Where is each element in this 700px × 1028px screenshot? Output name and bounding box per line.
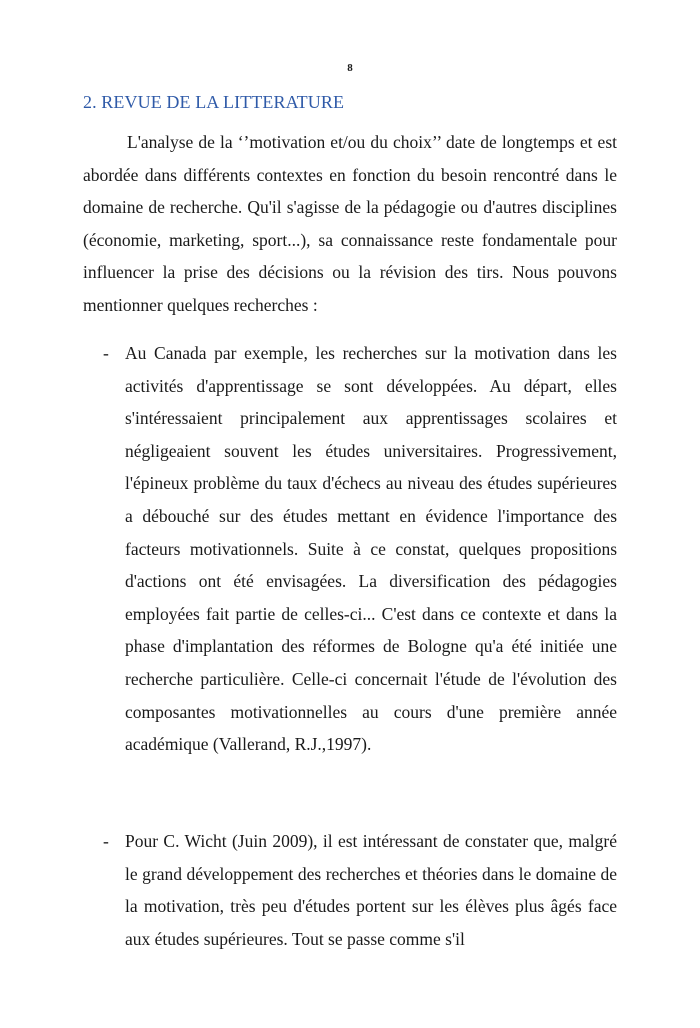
section-heading: 2. REVUE DE LA LITTERATURE [83,92,345,112]
bullet-marker: - [103,831,109,851]
bullet-marker: - [103,343,109,363]
page-number: 8 [347,62,353,74]
list-item-text: Au Canada par exemple, les recherches sur la motivation dans les activités d'apprentissage se sont développées. Au départ, elles s'intéressaient principalement aux apprentissages scolaires et négligeaient souvent les études universitaires. Progressivement, l'épineux problème du taux d'échecs au niveau des études supérieures a débouché sur des études mettant en évidence l'importance des facteurs motivationnels. Suite à ce constat, quelques propositions d'actions ont été envisagées. La diversification des pédagogies employées fait partie de celles-ci... C'est dans ce contexte et dans la phase d'implantation des réformes de Bologne qu'a été initiée une recherche particulière. Celle-ci concernait l'étude de l'évolution des composantes motivationnelles au cours d'une première année académique (Vallerand, R.J.,1997). [125,343,617,755]
intro-paragraph: L'analyse de la ‘’motivation et/ou du choix’’ date de longtemps et est abordée dans différents contextes en fonction du besoin rencontré dans le domaine de recherche. Qu'il s'agisse de la pédagogie ou d'autres disciplines (économie, marketing, sport...), sa connaissance reste fondamentale pour influencer la prise des décisions ou la révision des tirs. Nous pouvons mentionner quelques recherches : [83,132,617,315]
list-item-text: Pour C. Wicht (Juin 2009), il est intéressant de constater que, malgré le grand développement des recherches et théories dans le domaine de la motivation, très peu d'études portent sur les élèves plus âgés face aux études supérieures. Tout se passe comme s'il [125,831,617,949]
